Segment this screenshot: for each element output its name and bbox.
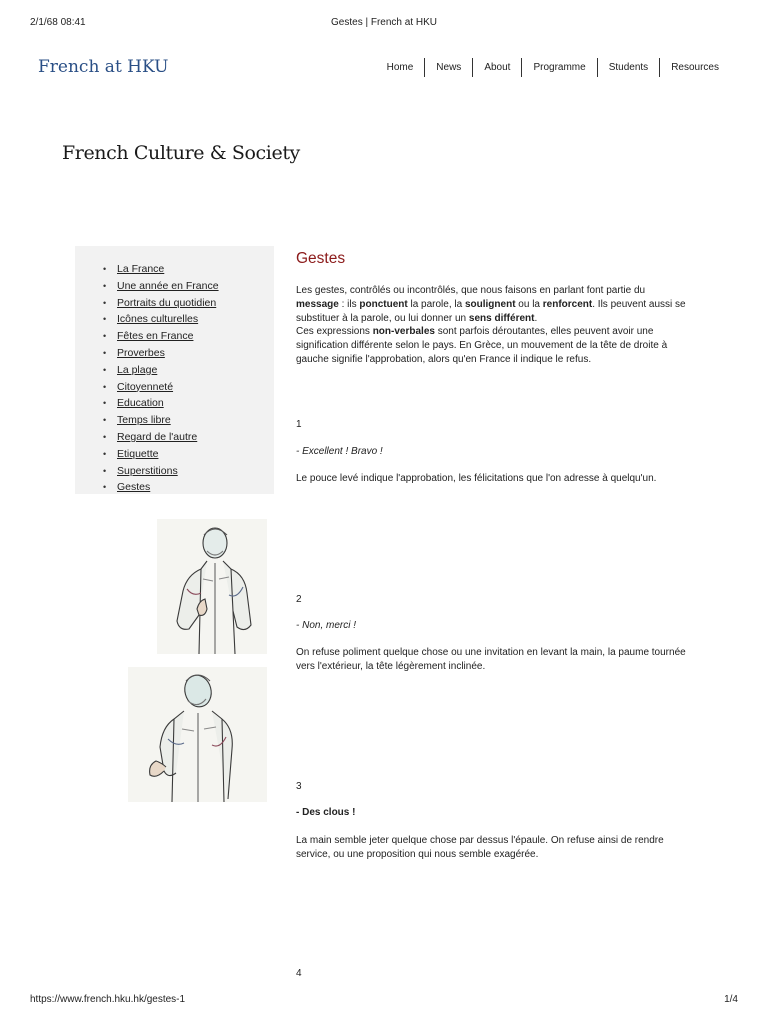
sidebar-item-superstitions [103,463,219,480]
main-content [296,250,686,268]
gesture-number: 1 [296,419,302,430]
main-nav [376,58,730,77]
man-thumbs-up-sketch [157,519,267,654]
keyword-ponctuent: ponctuent [359,298,408,310]
sidebar-link[interactable]: Temps libre [117,414,171,427]
gesture-description: On refuse poliment quelque chose ou une invitation en levant la main, la paume tournée vers l'extérieur, la tête légèrement inclinée. [296,647,686,672]
sidebar-link[interactable]: Portraits du quotidien [117,296,217,309]
nav-students[interactable]: Students [597,58,659,77]
sidebar-link[interactable]: Superstitions [117,464,178,477]
sidebar-item-regard-de-l-autre [103,429,219,446]
sidebar-link[interactable]: Education [117,397,164,410]
sidebar-item-etiquette [103,446,219,463]
intro-text-segment: . [534,312,538,324]
keyword-sens-different: sens différent [468,312,535,324]
intro-text-segment: sont parfois déroutantes, elles peuvent avoir une signification différente selon le pays. En Grèce, un mouvement de la tête de droite à gauche signifie l'approbation, alors qu'en France il indique le refus. [296,326,668,365]
gesture-number: 3 [296,781,302,792]
sidebar-item-citoyennete [103,379,219,396]
gesture-photo-thumbs-up [157,519,267,654]
gesture-description: Le pouce levé indique l'approbation, les félicitations que l'on adresse à quelqu'un. [296,473,657,484]
sidebar-link[interactable]: Proverbes [117,346,165,359]
print-datetime: 2/1/68 08:41 [30,17,86,28]
sidebar-link[interactable]: Icônes culturelles [117,313,199,326]
sidebar-item-une-annee-en-france [103,278,219,295]
gesture-name: - Non, merci ! [296,620,357,631]
sidebar-link[interactable]: Etiquette [117,447,159,460]
sidebar-item-la-plage [103,362,219,379]
gesture-description: La main semble jeter quelque chose par dessus l'épaule. On refuse ainsi de rendre service, ou une proposition qui nous semble exagérée. [296,835,664,860]
sidebar-item-portraits-du-quotidien [103,295,219,312]
keyword-renforcent: renforcent [542,298,593,310]
gesture-number: 4 [296,968,302,979]
sidebar-link[interactable]: Citoyenneté [117,380,174,393]
keyword-message: message [296,298,339,310]
intro-text-segment: . Ils peuvent aussi se substituer à la parole, ou lui donner un [296,298,686,324]
sidebar-item-proverbes [103,345,219,362]
gesture-name: - Excellent ! Bravo ! [296,446,383,457]
intro-text-segment: la parole, la [407,298,465,310]
sidebar-item-education [103,395,219,412]
nav-programme[interactable]: Programme [521,58,596,77]
sidebar-link[interactable]: Gestes [117,481,151,494]
site-title: French Culture & Society [62,142,300,164]
sidebar-item-gestes [103,479,219,496]
sidebar-item-icones-culturelles [103,311,219,328]
intro-text-segment: Les gestes, contrôlés ou incontrôlés, que nous faisons en parlant font partie du [296,285,646,296]
sidebar-menu [103,261,219,496]
intro-text-segment: Ces expressions [296,326,373,338]
site-logo[interactable]: French at HKU [38,57,169,77]
sidebar-link[interactable]: Regard de l'autre [117,430,198,443]
keyword-soulignent: soulignent [464,298,516,310]
nav-resources[interactable]: Resources [659,58,730,77]
nav-about[interactable]: About [472,58,521,77]
gesture-name: - Des clous ! [296,807,356,818]
sidebar-item-la-france [103,261,219,278]
gesture-number: 2 [296,594,302,605]
sidebar-link[interactable]: La France [117,263,165,275]
sidebar-link[interactable]: Une année en France [117,279,219,292]
sidebar [75,246,274,494]
man-raised-hand-sketch [128,667,267,802]
intro-text-segment: : ils [338,298,360,310]
print-page-title: Gestes | French at HKU [331,17,437,28]
sidebar-link[interactable]: Fêtes en France [117,330,194,343]
nav-news[interactable]: News [424,58,472,77]
print-url: https://www.french.hku.hk/gestes-1 [30,994,186,1005]
sidebar-item-temps-libre [103,412,219,429]
intro-text [296,284,686,367]
sidebar-link[interactable]: La plage [117,363,158,376]
print-page-number: 1/4 [724,994,738,1005]
keyword-non-verbales: non-verbales [372,326,435,338]
nav-home[interactable]: Home [386,62,414,73]
page-title: Gestes [296,250,346,267]
intro-text-segment: ou la [515,298,543,310]
sidebar-item-fetes-en-france [103,328,219,345]
gesture-photo-non-merci [128,667,267,802]
